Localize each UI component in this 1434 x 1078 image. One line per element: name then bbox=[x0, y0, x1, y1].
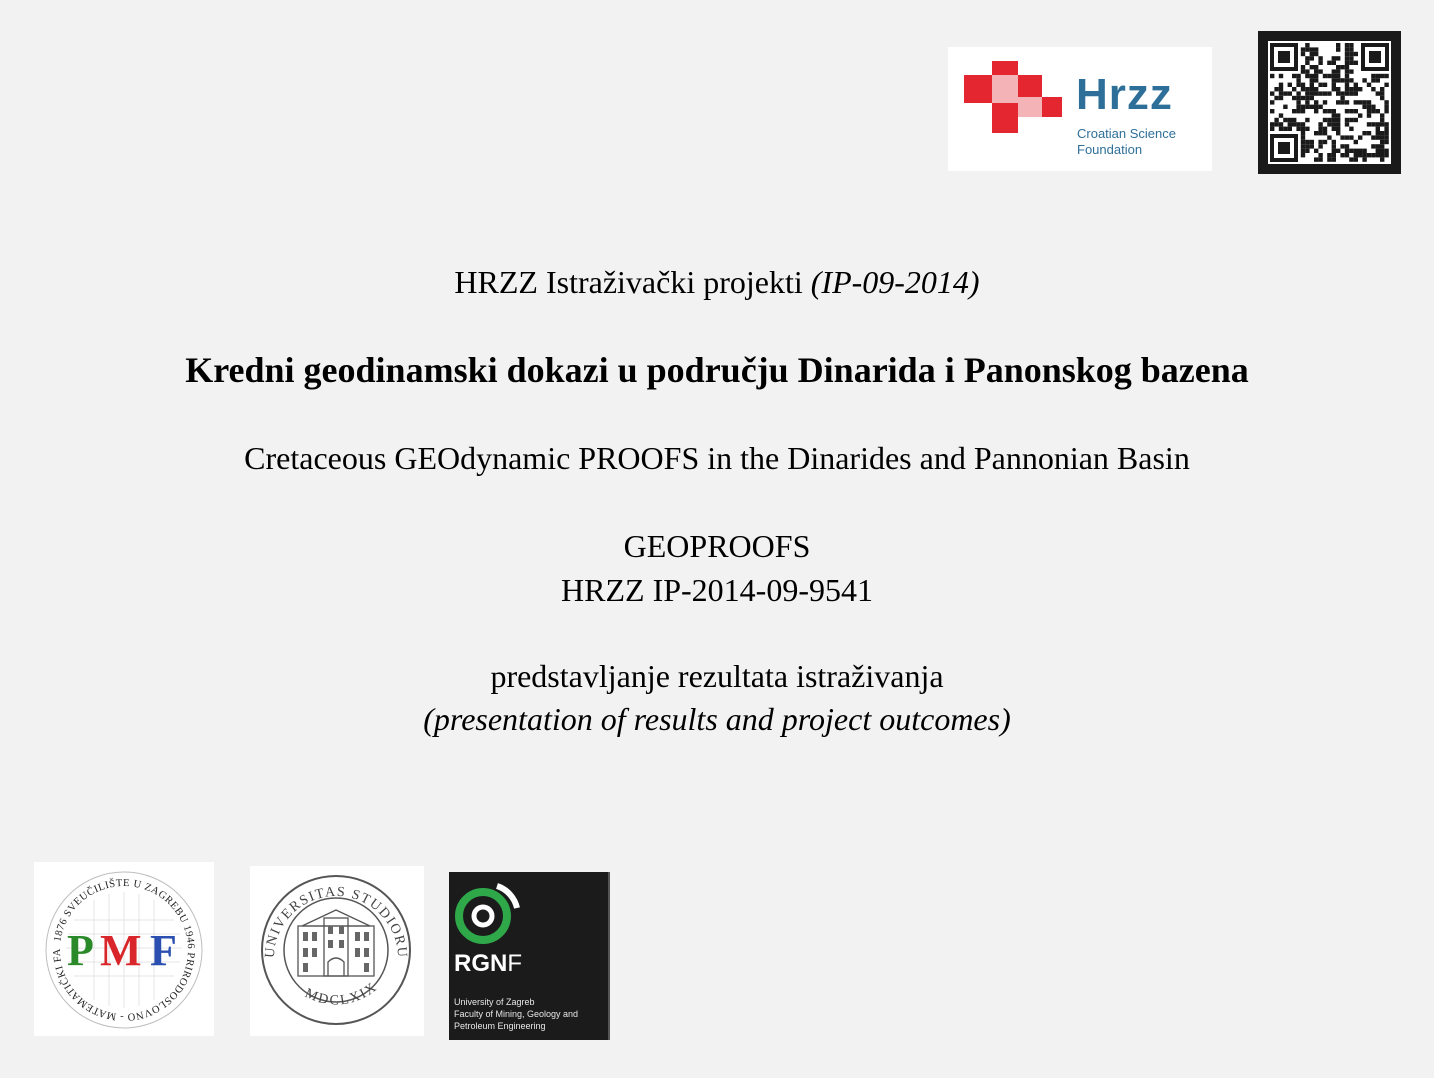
rgnf-name bbox=[454, 952, 522, 976]
program-code: (IP-09-2014) bbox=[810, 264, 980, 300]
presentation-en: (presentation of results and project outcomes) bbox=[423, 701, 1011, 737]
pmf-letter-p: P bbox=[67, 926, 94, 975]
rgnf-name-bold: RGN bbox=[454, 950, 508, 977]
hrzz-checker-icon bbox=[962, 61, 1066, 141]
hrzz-subtitle-line1: Croatian Science bbox=[1077, 126, 1176, 141]
program-line bbox=[0, 266, 1434, 298]
pmf-letter-m: M bbox=[100, 926, 142, 975]
presentation-hr: predstavljanje rezultata istraživanja bbox=[490, 658, 944, 694]
pmf-letter-f: F bbox=[150, 926, 177, 975]
rgnf-logo bbox=[449, 872, 610, 1040]
rgnf-caption-line1: University of Zagreb bbox=[454, 997, 535, 1007]
rgnf-caption-line3: Petroleum Engineering bbox=[454, 1021, 546, 1031]
hrzz-logo bbox=[948, 47, 1212, 171]
pmf-seal-icon bbox=[34, 862, 214, 1036]
unizg-year: MDCLXIX bbox=[302, 979, 381, 1009]
qr-code-icon bbox=[1258, 31, 1401, 174]
hrzz-wordmark: Hrzz bbox=[1076, 70, 1173, 119]
program-prefix: HRZZ Istraživački projekti bbox=[454, 264, 803, 300]
unizg-ring-text: UNIVERSITAS STUDIORU bbox=[262, 884, 410, 960]
rgnf-name-light: F bbox=[507, 950, 523, 977]
rgnf-caption bbox=[454, 996, 578, 1032]
project-acronym: GEOPROOFS bbox=[623, 528, 811, 564]
project-title-en: Cretaceous GEOdynamic PROOFS in the Dinarides and Pannonian Basin bbox=[244, 440, 1190, 476]
unizg-logo bbox=[250, 866, 424, 1036]
rgnf-ring-icon bbox=[453, 878, 523, 948]
project-title-hr: Kredni geodinamski dokazi u području Dinarida i Panonskog bazena bbox=[185, 350, 1249, 390]
qr-code-graphic bbox=[1258, 31, 1401, 174]
hrzz-subtitle-line2: Foundation bbox=[1077, 142, 1143, 157]
hrzz-subtitle bbox=[1077, 126, 1176, 158]
unizg-seal-icon bbox=[250, 866, 424, 1036]
pmf-logo bbox=[34, 862, 214, 1036]
pmf-ring-text: 1876 SVEUČILIŠTE U ZAGREBU 1946 PRIRODOSLOVNO - MATEMATIČKI FA bbox=[51, 877, 197, 1023]
rgnf-caption-line2: Faculty of Mining, Geology and bbox=[454, 1009, 579, 1019]
project-code: HRZZ IP-2014-09-9541 bbox=[561, 572, 873, 608]
